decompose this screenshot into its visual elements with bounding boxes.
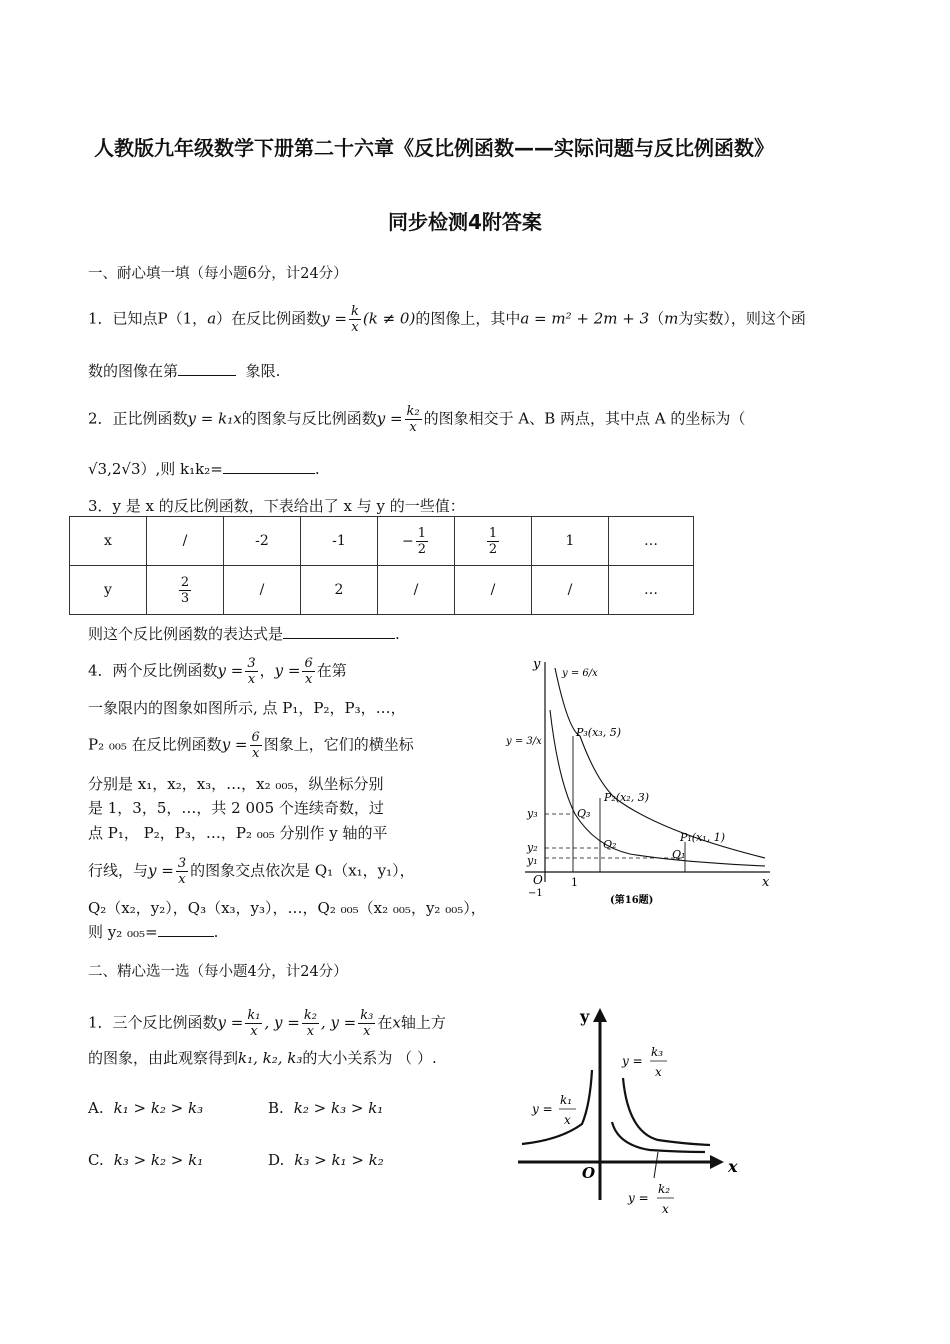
k1-label-num: k₁ (560, 1093, 573, 1107)
s2-q1-line2: 的图象，由此观察得到k₁, k₂, k₃的大小关系为 （ ）. (88, 1049, 437, 1067)
s2-q1-hyperbola-figure (510, 1000, 760, 1225)
s1-q4-line3: P₂ ₀₀₅ 在反比例函数y = $\frac{6}{x}$ 图象上，它们的横坐标 (88, 730, 414, 761)
s1-q4-line5: 是 1，3，5，…，共 2 005 个连续奇数，过 (88, 799, 384, 817)
table-cell: / (455, 566, 532, 615)
section1-heading: 一、耐心填一填（每小题6分，计24分） (88, 266, 348, 282)
q4-hyperbola-figure (500, 650, 790, 910)
k2-label-num: k₂ (658, 1182, 671, 1196)
s1-q4-line8: Q₂（x₂，y₂），Q₃（x₃，y₃），…，Q₂ ₀₀₅（x₂ ₀₀₅，y₂ ₀₀₅）， (88, 899, 486, 917)
curve-k3 (623, 1078, 710, 1145)
p3-label: P₃(x₃, 5) (576, 726, 621, 739)
table-cell: -1 (301, 517, 378, 566)
p1-label: P₁(x₁, 1) (680, 831, 725, 844)
table-cell: y (70, 566, 147, 615)
pointer-line (654, 1152, 658, 1178)
one-tick-label: 1 (571, 876, 578, 889)
x-axis-label: x (728, 1157, 738, 1176)
answer-blank[interactable] (283, 623, 395, 639)
curve-k2 (612, 1122, 705, 1152)
curve-6-label: y = 6/x (562, 668, 598, 679)
p2-label: P₂(x₂, 3) (604, 791, 649, 804)
s1-q1-fraction: $\frac{k}{x}$ (350, 304, 359, 335)
option-c[interactable]: C. k₃ > k₂ > k₁ (88, 1151, 204, 1169)
table-cell: -2 (224, 517, 301, 566)
option-d[interactable]: D. k₃ > k₁ > k₂ (268, 1151, 384, 1169)
q3-label: Q₃ (577, 807, 591, 820)
k3-label-y: y = (622, 1054, 643, 1068)
doc-title-line1: 人教版九年级数学下册第二十六章《反比例函数——实际问题与反比例函数》 (94, 136, 774, 160)
table-cell: x (70, 517, 147, 566)
s2-q1-line1: 1．三个反比例函数y = $\frac{\text{k₁}}{x}$ , y = $\frac{\text{k₂}}{x}$ , y = $\frac{\text{k₃}}{x}$ 在x轴上方 (88, 1008, 446, 1039)
k2-label-y: y = (628, 1191, 649, 1205)
s1-q4-line7: 行线，与y = $\frac{3}{x}$ 的图象交点依次是 Q₁（x₁，y₁）， (88, 856, 415, 887)
s1-q2-line1: 2．正比例函数y = k₁x的图象与反比例函数y = $\frac{\text{k₂}}{x}$ 的图象相交于 A、B 两点，其中点 A 的坐标为（ (88, 404, 746, 435)
table-row-y (70, 566, 694, 615)
x-axis-label: x (762, 875, 770, 890)
answer-blank[interactable] (178, 360, 236, 376)
k3-label-den: x (655, 1065, 662, 1079)
s1-q4-line4: 分别是 x₁，x₂，x₃，…，x₂ ₀₀₅，纵坐标分别 (88, 775, 384, 793)
figure-caption: (第16题) (610, 895, 654, 906)
option-a[interactable]: A. k₁ > k₂ > k₃ (88, 1099, 204, 1117)
doc-title-line2: 同步检测4附答案 (388, 210, 542, 234)
s1-q3-intro: 3．y 是 x 的反比例函数，下表给出了 x 与 y 的一些值： (88, 497, 465, 515)
xy-value-table (69, 516, 694, 615)
y-axis-arrow (593, 1008, 607, 1022)
k1-label-den: x (564, 1113, 571, 1127)
origin-label: O (533, 873, 543, 887)
y1-label: y₁ (527, 854, 538, 867)
q2-label: Q₂ (603, 838, 617, 851)
option-b[interactable]: B. k₂ > k₃ > k₁ (268, 1099, 384, 1117)
table-row-x (70, 517, 694, 566)
answer-blank[interactable] (223, 458, 315, 474)
s1-q1-line2: 数的图像在第 象限. (88, 362, 281, 380)
answer-blank[interactable] (158, 921, 214, 937)
s1-q3-after: 则这个反比例函数的表达式是 . (88, 625, 400, 643)
table-cell-fraction: $\frac{2}{3}$ (147, 566, 224, 615)
s1-q4-line9: 则 y₂ ₀₀₅= . (88, 923, 219, 941)
table-cell: / (224, 566, 301, 615)
k2-label-den: x (662, 1202, 669, 1216)
s1-q4-line6: 点 P₁， P₂，P₃，…，P₂ ₀₀₅ 分别作 y 轴的平 (88, 824, 388, 842)
origin-label: O (582, 1164, 596, 1182)
k3-label-num: k₃ (651, 1045, 664, 1059)
table-cell: … (609, 517, 694, 566)
y3-label: y₃ (527, 807, 538, 820)
table-cell-fraction: − $\frac{1}{2}$ (378, 517, 455, 566)
s1-q4-line2: 一象限内的图象如图所示, 点 P₁，P₂，P₃，…， (88, 699, 406, 717)
neg-one-label: −1 (528, 888, 543, 899)
q1-label: Q₁ (672, 848, 686, 861)
table-cell: 1 (532, 517, 609, 566)
table-cell: 2 (301, 566, 378, 615)
s1-q2-line2: √3,2√3）,则 k₁k₂= . (88, 460, 320, 478)
table-cell: / (378, 566, 455, 615)
x-axis-arrow (710, 1155, 724, 1169)
y-axis-label: y (580, 1007, 590, 1026)
table-cell-fraction: $\frac{1}{2}$ (455, 517, 532, 566)
section2-heading: 二、精心选一选（每小题4分，计24分） (88, 964, 348, 980)
table-cell: / (147, 517, 224, 566)
table-cell: / (532, 566, 609, 615)
s1-q1-line1: 1．已知点P（1，a）在反比例函数y = $\frac{k}{x}$ (k ≠ 0)的图像上，其中a = m² + 2m + 3（m为实数），则这个函 (88, 304, 806, 335)
s1-q4-line1: 4．两个反比例函数y = $\frac{3}{x}$ ，y = $\frac{6}{x}$ 在第 (88, 656, 347, 687)
table-cell: … (609, 566, 694, 615)
y2-label: y₂ (527, 841, 538, 854)
y-axis-label: y (533, 657, 541, 672)
curve-3-label: y = 3/x (506, 736, 542, 747)
k1-label-y: y = (532, 1102, 553, 1116)
